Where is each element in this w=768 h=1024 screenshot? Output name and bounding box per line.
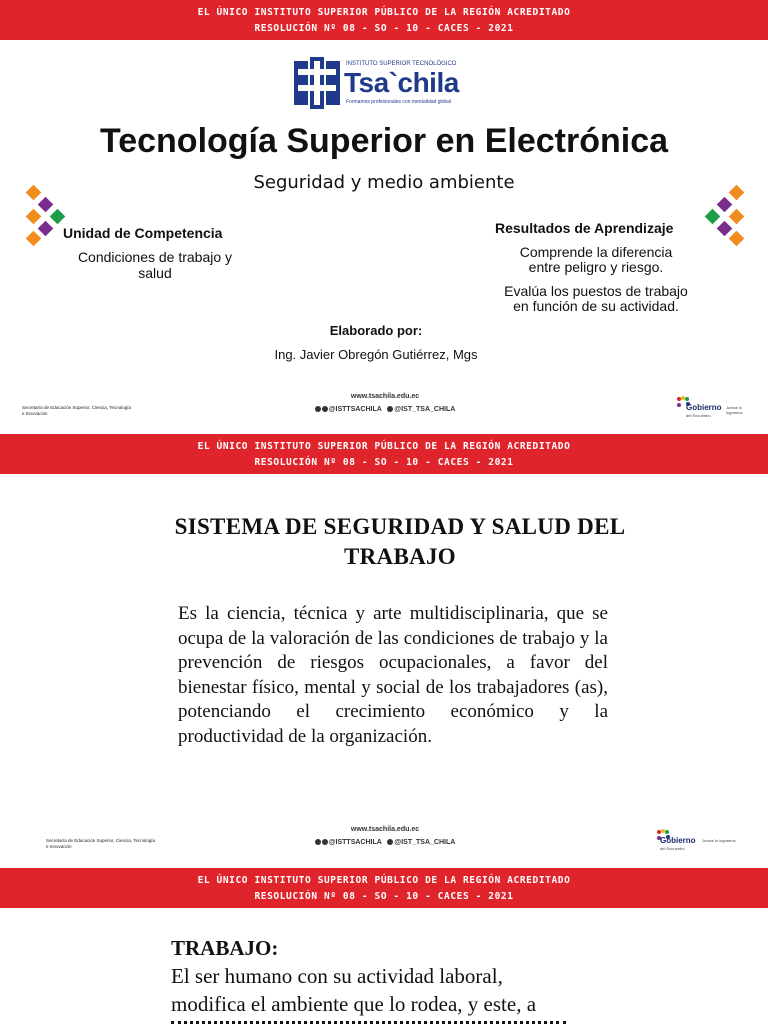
accreditation-banner — [0, 868, 768, 908]
logo-top-text: INSTITUTO SUPERIOR TECNOLÓGICO — [346, 61, 457, 67]
footer-web[interactable]: www.tsachila.edu.ec — [350, 826, 420, 833]
page-title: Tecnología Superior en Electrónica — [99, 122, 669, 160]
gobierno-logo — [656, 827, 746, 851]
gobierno-word: Gobierno — [660, 836, 696, 845]
resultado-2: Evalúa los puestos de trabajo en función de su actividad. — [504, 283, 688, 314]
twitter-icon[interactable] — [387, 839, 393, 845]
trabajo-heading: TRABAJO: — [171, 936, 279, 960]
footer-social-2[interactable]: @IST_TSA_CHILA — [394, 839, 456, 846]
banner-line-1: EL ÚNICO INSTITUTO SUPERIOR PÚBLICO DE LA REGIÓN ACREDITADO — [197, 875, 571, 886]
page-subtitle: Seguridad y medio ambiente — [253, 172, 515, 193]
instagram-icon[interactable] — [322, 839, 328, 845]
section-body: Es la ciencia, técnica y arte multidisciplinaria, que se ocupa de la valoración de las condiciones de trabajo y la prevención de riesgos ocupacionales, a favor del bienestar físico, mental y social de los trabajadores (as), potenciando el crecimiento económico y la productividad de la organización. — [178, 603, 608, 747]
facebook-icon[interactable] — [315, 406, 321, 412]
twitter-icon[interactable] — [387, 406, 393, 412]
gobierno-logo — [676, 394, 756, 418]
footer-social-2[interactable]: @IST_TSA_CHILA — [394, 406, 456, 413]
tsachila-logo-icon — [294, 57, 340, 109]
logo-tagline: Formamos profesionales con mentalidad global — [346, 99, 452, 105]
institute-logo — [294, 57, 484, 109]
logo-name: Tsa`chila — [344, 67, 459, 98]
accreditation-banner — [0, 0, 768, 40]
footer-web[interactable]: www.tsachila.edu.ec — [350, 393, 420, 400]
banner-line-1: EL ÚNICO INSTITUTO SUPERIOR PÚBLICO DE LA REGIÓN ACREDITADO — [197, 441, 571, 452]
slide-1 — [0, 0, 768, 434]
trabajo-line-3-partial — [171, 1018, 566, 1024]
gobierno-tag: Juntos lo logramos — [702, 838, 736, 843]
gobierno-sub: del Encuentro — [686, 413, 711, 418]
footer-social-1[interactable]: @ISTTSACHILA — [328, 839, 382, 846]
footer-social — [300, 839, 470, 846]
gobierno-sub: del Encuentro — [660, 846, 685, 851]
trabajo-line-1: El ser humano con su actividad laboral, — [171, 964, 503, 988]
banner-line-2: RESOLUCIÓN Nº 08 - SO - 10 - CACES - 2021 — [254, 457, 514, 468]
slide-3 — [0, 868, 768, 1024]
decorative-diamonds-right-icon — [696, 185, 748, 247]
banner-line-2: RESOLUCIÓN Nº 08 - SO - 10 - CACES - 2021 — [254, 891, 514, 902]
banner-line-2: RESOLUCIÓN Nº 08 - SO - 10 - CACES - 2021 — [254, 23, 514, 34]
unidad-text: Condiciones de trabajo y salud — [77, 249, 233, 281]
elaborado-heading: Elaborado por: — [329, 323, 423, 338]
resultados-heading: Resultados de Aprendizaje — [495, 220, 674, 236]
footer-ministry: Secretaría de Educación Superior, Ciencia, Tecnología e Innovación — [22, 405, 131, 416]
footer-social — [300, 406, 470, 413]
banner-line-1: EL ÚNICO INSTITUTO SUPERIOR PÚBLICO DE LA REGIÓN ACREDITADO — [197, 7, 571, 18]
unidad-heading: Unidad de Competencia — [63, 225, 223, 241]
footer-social-1[interactable]: @ISTTSACHILA — [328, 406, 382, 413]
facebook-icon[interactable] — [315, 839, 321, 845]
gobierno-word: Gobierno — [686, 403, 722, 412]
instagram-icon[interactable] — [322, 406, 328, 412]
footer-ministry: Secretaría de Educación Superior, Ciencia, Tecnología e Innovación — [46, 838, 155, 849]
trabajo-line-2: modifica el ambiente que lo rodea, y este, a — [171, 992, 537, 1016]
resultado-1: Comprende la diferencia entre peligro y riesgo. — [519, 244, 673, 275]
section-title: SISTEMA DE SEGURIDAD Y SALUD DEL TRABAJO — [174, 514, 626, 569]
accreditation-banner — [0, 434, 768, 474]
slide-2 — [0, 434, 768, 868]
elaborado-name: Ing. Javier Obregón Gutiérrez, Mgs — [274, 347, 478, 362]
gobierno-tag: Juntos lo logramos — [726, 405, 743, 415]
